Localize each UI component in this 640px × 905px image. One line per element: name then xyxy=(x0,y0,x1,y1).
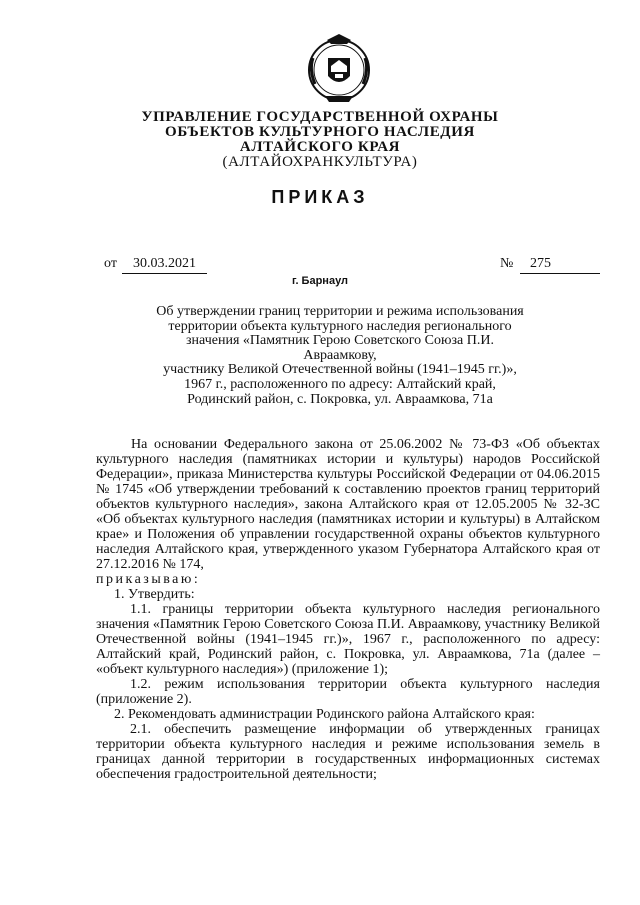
agency-name-line-3: АЛТАЙСКОГО КРАЯ xyxy=(239,139,401,155)
date-number-row xyxy=(0,256,640,276)
item-1: 1. Утвердить: xyxy=(114,587,195,602)
document-type-title: ПРИКАЗ xyxy=(271,187,369,207)
document-body xyxy=(96,437,600,782)
item-1-1: 1.1. границы территории объекта культурного наследия регионального значения «Памятник Герою Советского Союза П.И. Авраамкову, участнику Великой Отечественной войны (1941–1945 гг.)», 1967 г., расположенного по адресу: Алтайский край, Родинский район, с. Покровка, ул. Авраамкова, 71а (далее – «объект культурного наследия») (приложение 1); xyxy=(96,602,600,677)
subject-line: Родинский район, с. Покровка, ул. Авраамкова, 71а xyxy=(187,391,493,407)
agency-short-name: (АЛТАЙОХРАНКУЛЬТУРА) xyxy=(222,154,418,170)
number-prefix: № xyxy=(500,256,514,271)
document-subject xyxy=(150,305,530,407)
subject-line: территории объекта культурного наследия регионального xyxy=(168,318,512,334)
city-label: г. Барнаул xyxy=(291,275,349,287)
item-1-2: 1.2. режим использования территории объекта культурного наследия (приложение 2). xyxy=(96,677,600,707)
preamble-paragraph: На основании Федерального закона от 25.06.2002 № 73-ФЗ «Об объектах культурного наследия (памятниках истории и культуры) народов Российской Федерации», приказа Министерства культуры Российской Федерации от 04.06.2015 № 1745 «Об утверждении требований к составлению проектов границ территорий объектов культурного наследия», закона Алтайского края от 12.05.2005 № 32-ЗС «Об объектах культурного наследия (памятниках истории и культуры) в Алтайском крае» и Положения об управлении государственной охраны объектов культурного наследия Алтайского края, утвержденного указом Губернатора Алтайского края от 27.12.2016 № 174, xyxy=(96,437,600,572)
coat-of-arms-icon xyxy=(299,30,379,110)
agency-header xyxy=(0,110,640,170)
agency-name-line-1: УПРАВЛЕНИЕ ГОСУДАРСТВЕННОЙ ОХРАНЫ xyxy=(141,109,499,125)
item-2-1: 2.1. обеспечить размещение информации об утвержденных границах территории объекта культурного наследия и режиме использования земель в границах данной территории в государственных информационных системах обеспечения градостроительной деятельности; xyxy=(96,722,600,782)
subject-line: значения «Памятник Герою Советского Союза П.И. Авраамкову, xyxy=(186,333,494,363)
subject-line: Об утверждении границ территории и режима использования xyxy=(156,304,524,319)
agency-name-line-2: ОБЪЕКТОВ КУЛЬТУРНОГО НАСЛЕДИЯ xyxy=(165,124,475,140)
subject-line: участнику Великой Отечественной войны (1941–1945 гг.)», xyxy=(163,362,517,378)
date-prefix: от xyxy=(104,256,117,271)
subject-line: 1967 г., расположенного по адресу: Алтайский край, xyxy=(184,376,496,392)
document-date: 30.03.2021 xyxy=(122,256,207,274)
item-2: 2. Рекомендовать администрации Родинского района Алтайского края: xyxy=(114,707,535,722)
document-number: 275 xyxy=(520,256,600,274)
order-word: приказываю: xyxy=(96,572,201,587)
